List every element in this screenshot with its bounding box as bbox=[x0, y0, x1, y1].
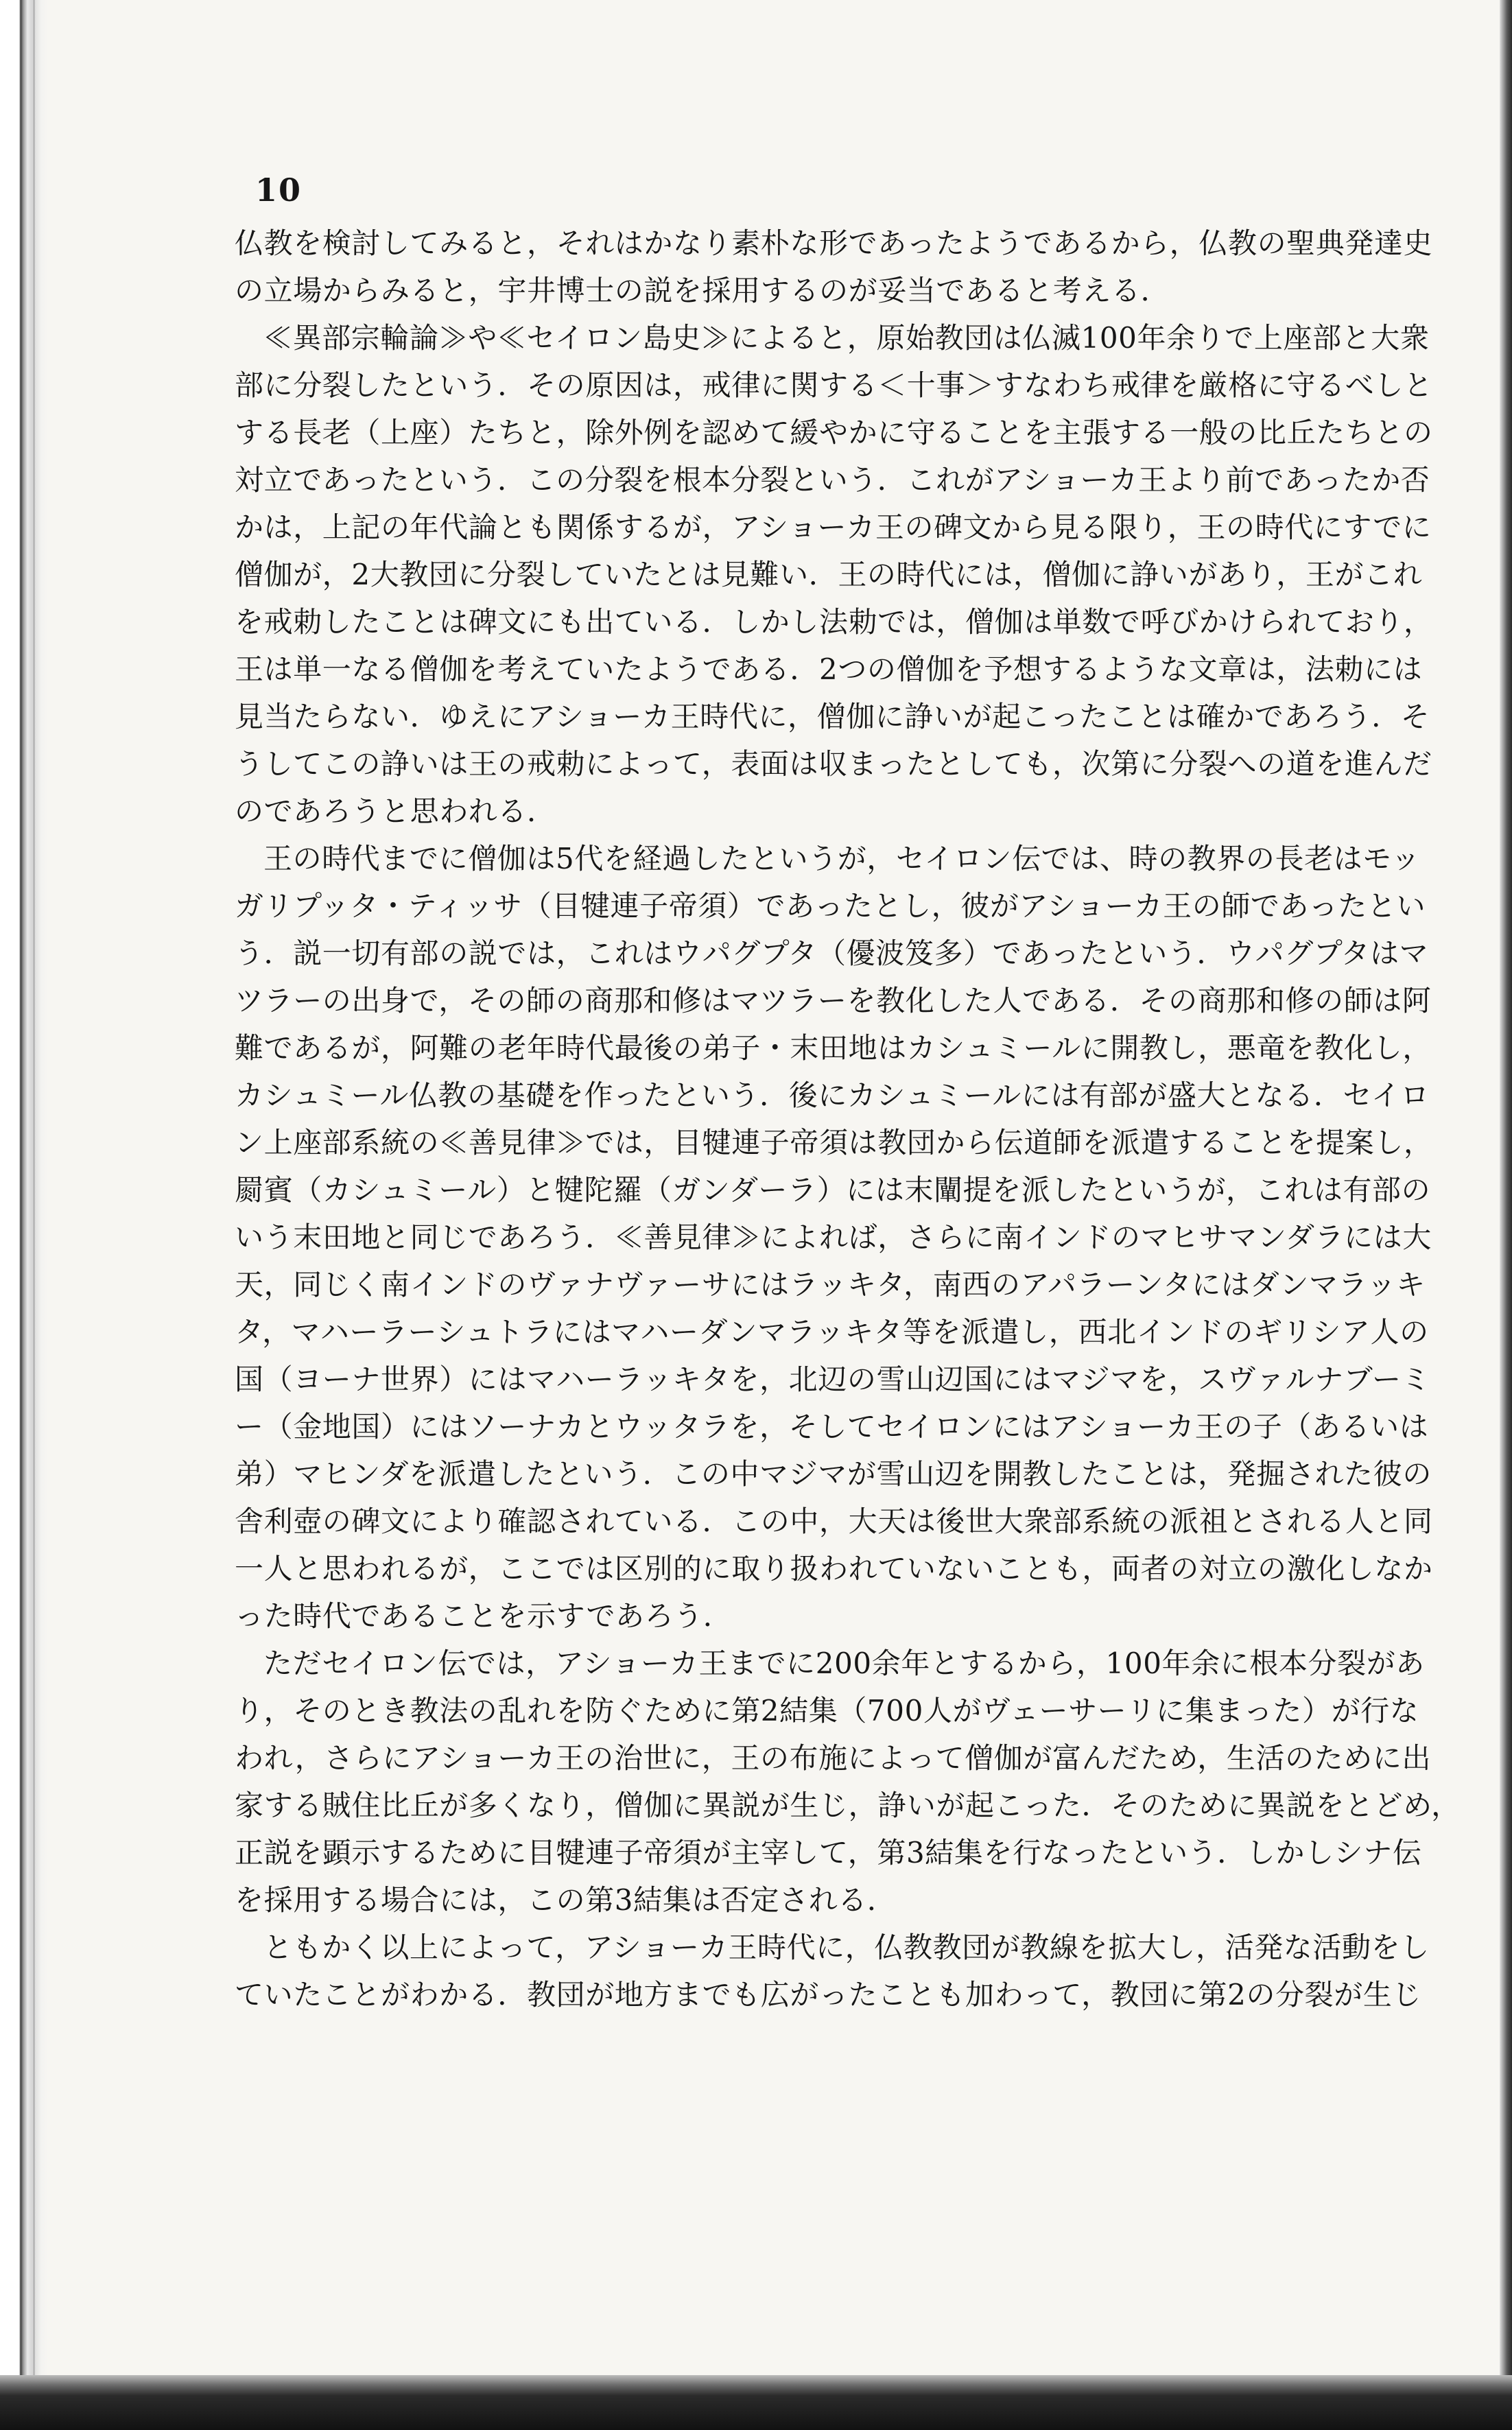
text-line: いう末田地と同じであろう．≪善見律≫によれば，さらに南インドのマヒサマンダラには大 bbox=[235, 1220, 1432, 1254]
page-number: 10 bbox=[255, 172, 303, 209]
text-line: 王は単一なる僧伽を考えていたようである．2つの僧伽を予想するような文章は，法勅には bbox=[235, 652, 1423, 686]
text-line: タ，マハーラーシュトラにはマハーダンマラッキタ等を派遣し，西北インドのギリシア人の bbox=[235, 1315, 1429, 1349]
text-line: 家する賊住比丘が多くなり，僧伽に異説が生じ，諍いが起こった．そのために異説をとどめ， bbox=[235, 1789, 1461, 1822]
paragraph-start-line: ともかく以上によって，アショーカ王時代に，仏教教団が教線を拡大し，活発な活動をし bbox=[263, 1931, 1430, 1964]
text-line: の立場からみると，宇井博士の説を採用するのが妥当であると考える． bbox=[235, 274, 1170, 307]
scan-binding-line bbox=[33, 0, 35, 2430]
text-line: った時代であることを示すであろう． bbox=[235, 1599, 733, 1633]
text-line: ン上座部系統の≪善見律≫では，目犍連子帝須は教団から伝道師を派遣することを提案し， bbox=[235, 1126, 1433, 1159]
text-line: 対立であったという．この分裂を根本分裂という．これがアショーカ王より前であったか否 bbox=[235, 463, 1430, 497]
text-line: 弟）マヒンダを派遣したという．この中マジマが雪山辺を開教したことは，発掘された彼の bbox=[235, 1457, 1432, 1491]
scan-right-edge bbox=[1500, 0, 1512, 2430]
text-line: ツラーの出身で，その師の商那和修はマツラーを教化した人である．その商那和修の師は阿 bbox=[235, 984, 1432, 1017]
text-line: ー（金地国）にはソーナカとウッタラを，そしてセイロンにはアショーカ王の子（あるいは bbox=[235, 1410, 1429, 1443]
text-line: 見当たらない．ゆえにアショーカ王時代に，僧伽に諍いが起こったことは確かであろう．そ bbox=[235, 700, 1430, 733]
paragraph-start-line: ≪異部宗輪論≫や≪セイロン島史≫によると，原始教団は仏滅100年余りで上座部と大衆 bbox=[263, 321, 1430, 355]
text-line: 僧伽が，2大教団に分裂していたとは見難い．王の時代には，僧伽に諍いがあり，王がこれ bbox=[235, 558, 1423, 591]
scan-bottom-band bbox=[0, 2375, 1512, 2430]
text-line: 天，同じく南インドのヴァナヴァーサにはラッキタ，南西のアパラーンタにはダンマラッキ bbox=[235, 1268, 1426, 1301]
text-line: 一人と思われるが，ここでは区別的に取り扱われていないことも，両者の対立の激化しなか bbox=[235, 1552, 1433, 1585]
text-line: うしてこの諍いは王の戒勅によって，表面は収まったとしても，次第に分裂への道を進んだ bbox=[235, 747, 1432, 781]
text-line: 部に分裂したという．その原因は，戒律に関する＜十事＞すなわち戒律を厳格に守るべしと bbox=[235, 368, 1433, 402]
scan-binding-edge bbox=[0, 0, 48, 2430]
text-line: ていたことがわかる．教団が地方までも広がったことも加わって，教団に第2の分裂が生じ bbox=[235, 1978, 1422, 2012]
text-line: 罽賓（カシュミール）と犍陀羅（ガンダーラ）には末闡提を派したというが，これは有部の bbox=[235, 1173, 1431, 1207]
text-line: 難であるが，阿難の老年時代最後の弟子・末田地はカシュミールに開教し，悪竜を教化し， bbox=[235, 1031, 1432, 1065]
paragraph-start-line: 王の時代までに僧伽は5代を経過したというが，セイロン伝では、時の教界の長老はモッ bbox=[263, 842, 1421, 875]
text-line: ガリプッタ・ティッサ（目犍連子帝須）であったとし，彼がアショーカ王の師であったとい bbox=[235, 889, 1426, 923]
text-line: を採用する場合には，この第3結集は否定される． bbox=[235, 1883, 897, 1917]
text-line: 舎利壺の碑文により確認されている．この中，大天は後世大衆部系統の派祖とされる人と同 bbox=[235, 1505, 1433, 1538]
text-line: を戒勅したことは碑文にも出ている．しかし法勅では，僧伽は単数で呼びかけられており， bbox=[235, 605, 1433, 639]
text-line: かは，上記の年代論とも関係するが，アショーカ王の碑文から見る限り，王の時代にすでに bbox=[235, 510, 1432, 544]
text-line: する長老（上座）たちと，除外例を認めて緩やかに守ることを主張する一般の比丘たちとの bbox=[235, 416, 1433, 449]
text-line: 仏教を検討してみると，それはかなり素朴な形であったようであるから，仏教の聖典発達史 bbox=[235, 226, 1433, 260]
text-line: り，そのとき教法の乱れを防ぐために第2結集（700人がヴェーサーリに集まった）が行な bbox=[235, 1694, 1419, 1727]
text-line: のであろうと思われる． bbox=[235, 794, 556, 828]
paragraph-start-line: ただセイロン伝では，アショーカ王までに200余年とするから，100年余に根本分裂があ bbox=[263, 1647, 1425, 1680]
text-line: 国（ヨーナ世界）にはマハーラッキタを，北辺の雪山辺国にはマジマを，スヴァルナブーミ bbox=[235, 1363, 1431, 1396]
text-line: カシュミール仏教の基礎を作ったという．後にカシュミールには有部が盛大となる．セイロ bbox=[235, 1078, 1430, 1112]
text-line: われ，さらにアショーカ王の治世に，王の布施によって僧伽が富んだため，生活のために出 bbox=[235, 1741, 1432, 1775]
text-line: う．説一切有部の説では，これはウパグプタ（優波笈多）であったという．ウパグプタはマ bbox=[235, 936, 1429, 970]
text-line: 正説を顕示するために目犍連子帝須が主宰して，第3結集を行なったという．しかしシナ伝 bbox=[235, 1836, 1422, 1869]
body-text bbox=[235, 220, 1463, 2018]
